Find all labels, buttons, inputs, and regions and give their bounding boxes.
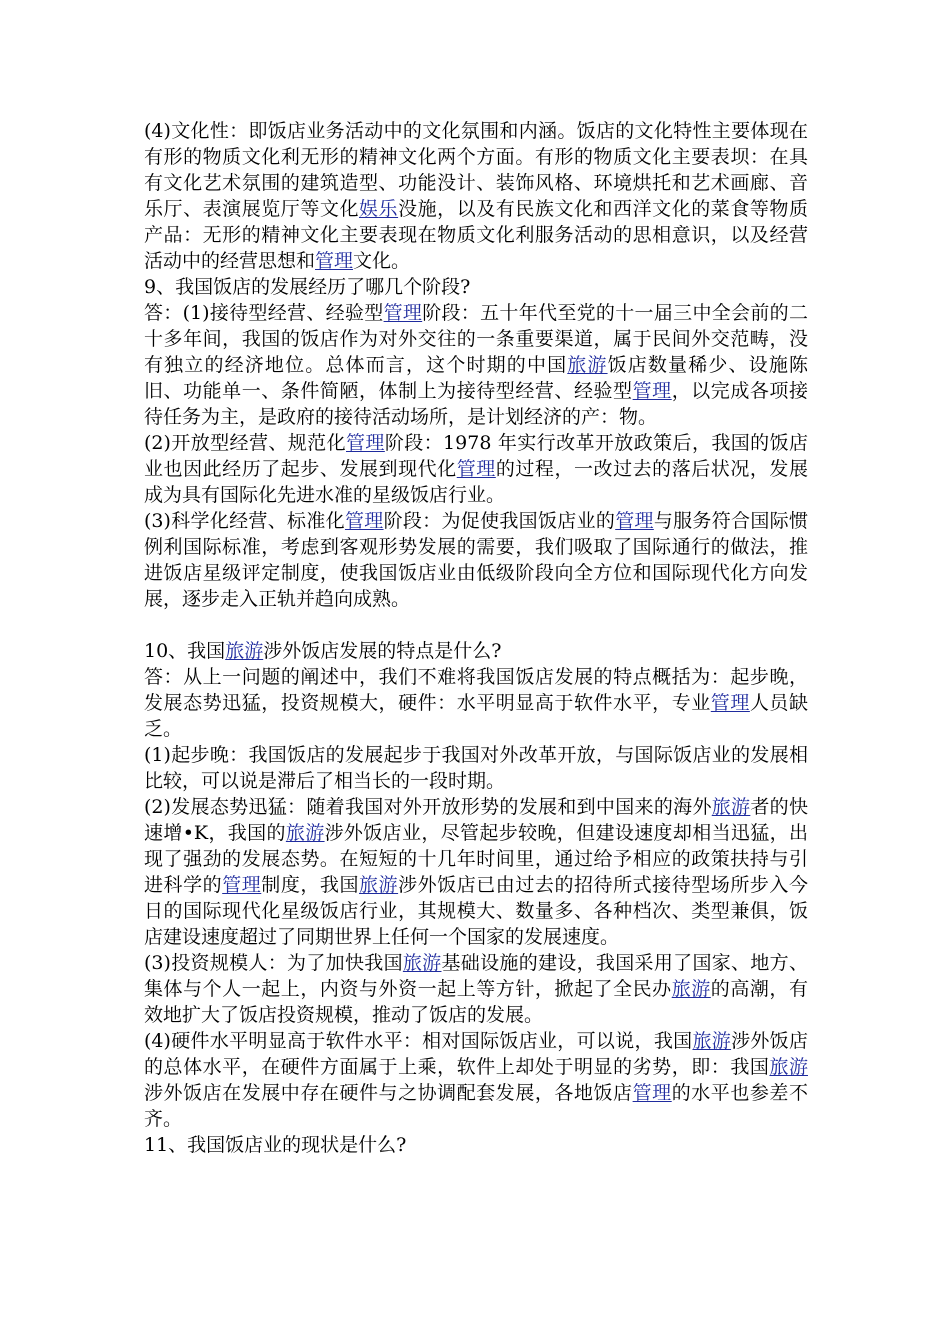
keyword-link[interactable]: 管理 — [222, 874, 262, 896]
keyword-link[interactable]: 旅游 — [402, 952, 442, 974]
text-run: 涉外饭店已由过去的招待所式接待型场所步入今日的国际现代化星级饭店行业，其规模大、数量多、各种档次、类型兼俱，饭店建设速度超过了同期世界上任何一个国家的发展速度。 — [144, 874, 808, 948]
keyword-link[interactable]: 旅游 — [225, 640, 264, 662]
text-run: 涉外饭店发展的特点是什么? — [263, 640, 502, 662]
text-run: 答：(1)接待型经营、经验型 — [144, 302, 384, 324]
text-run: 没施，以及有民族文化和西洋文化的菜食等物质产品：无形的精神文化主要表现在物质文化利服务活动的思相意识，以及经营活动中的经营思想和 — [144, 198, 808, 272]
keyword-link[interactable]: 旅游 — [671, 978, 711, 1000]
paragraph — [144, 118, 808, 274]
keyword-link[interactable]: 管理 — [710, 692, 750, 714]
text-run: 文化。 — [353, 250, 411, 272]
text-run: 的高潮，有效地扩大了饭店投资规模，推动了饭店的发展。 — [144, 978, 808, 1026]
document-page — [144, 118, 808, 1158]
text-run: 的水平也参差不齐。 — [144, 1082, 808, 1130]
text-run: 阶段：五十年代至党的十一届三中全会前的二十多年间，我国的饭店作为对外交往的一条重要渠道，属于民间外交范畴，没有独立的经济地位。总体而言，这个时期的中国 — [144, 302, 808, 376]
paragraph — [144, 638, 808, 664]
keyword-link[interactable]: 管理 — [456, 458, 496, 480]
keyword-link[interactable]: 管理 — [383, 302, 423, 324]
text-run: 阶段：1978 年实行改革开放政策后，我国的饭店业也因此经历了起步、发展到现代化 — [144, 432, 808, 480]
paragraph — [144, 508, 808, 612]
text-run: (2)开放型经营、规范化 — [144, 432, 346, 454]
paragraph — [144, 430, 808, 508]
text-run: 涉外饭店在发展中存在硬件与之协调配套发展，各地饭店 — [144, 1082, 633, 1104]
text-run: (2)发展态势迅猛：随着我国对外开放形势的发展和到中国来的海外 — [144, 796, 712, 818]
text-run: 制度，我国 — [261, 874, 359, 896]
text-run: (1)起步晚：我国饭店的发展起步于我国对外改革开放，与国际饭店业的发展相比较，可以说是滞后了相当长的一段时期。 — [144, 744, 808, 792]
text-run: 10、我国 — [144, 640, 226, 662]
paragraph — [144, 1028, 808, 1132]
text-run: 饭店数量稀少、设施陈旧、功能单一、条件简陋，体制上为接待型经营、经验型 — [144, 354, 808, 402]
paragraph — [144, 1132, 808, 1158]
text-run: 9、我国饭店的发展经历了哪几个阶段? — [144, 276, 471, 298]
paragraph — [144, 274, 808, 300]
text-run: 与服务符合国际惯例利国际标准，考虑到客观形势发展的需要，我们吸取了国际通行的做法，推进饭店星级评定制度，使我国饭店业由低级阶段向全方位和国际现代化方向发展，逐步走入正轨并趋向成熟。 — [144, 510, 808, 610]
keyword-link[interactable]: 管理 — [632, 380, 672, 402]
keyword-link[interactable]: 旅游 — [711, 796, 751, 818]
keyword-link[interactable]: 旅游 — [567, 354, 608, 376]
keyword-link[interactable]: 管理 — [632, 1082, 672, 1104]
text-run: (3)投资规模人：为了加快我国 — [144, 952, 403, 974]
text-run: 基础设施的建设，我国采用了国家、地方、集体与个人一起上，内资与外资一起上等方针，掀起了全民办 — [144, 952, 808, 1000]
keyword-link[interactable]: 娱乐 — [359, 198, 399, 220]
text-run: 者的快速增•K，我国的 — [144, 796, 808, 844]
keyword-link[interactable]: 旅游 — [285, 822, 325, 844]
text-run: 涉外饭店的总体水平，在硬件方面属于上乘，软件上却处于明显的劣势，即：我国 — [144, 1030, 808, 1078]
text-run: 阶段：为促使我国饭店业的 — [383, 510, 616, 532]
text-run: ，以完成各项接待任务为主，是政府的接待活动场所，是计划经济的产：物。 — [144, 380, 808, 428]
text-run: 人员缺乏。 — [144, 692, 808, 740]
paragraph — [144, 742, 808, 794]
keyword-link[interactable]: 管理 — [344, 510, 384, 532]
paragraph-spacer — [144, 612, 808, 638]
keyword-link[interactable]: 旅游 — [692, 1030, 732, 1052]
text-run: (4)硬件水平明显高于软件水平：相对国际饭店业，可以说，我国 — [144, 1030, 693, 1052]
paragraph — [144, 300, 808, 430]
keyword-link[interactable]: 管理 — [615, 510, 654, 532]
text-run: 答：从上一问题的阐述中，我们不难将我国饭店发展的特点概括为：起步晚，发展态势迅猛，投资规模大，硬件：水平明显高于软件水平，专业 — [144, 666, 808, 714]
keyword-link[interactable]: 管理 — [346, 432, 385, 454]
text-run: 的过程，一改过去的落后状况，发展成为具有国际化先进水准的星级饭店行业。 — [144, 458, 808, 506]
text-run: (4)文化性：即饭店业务活动中的文化氛围和内涵。饭店的文化特性主要体现在有形的物质文化利无形的精神文化两个方面。有形的物质文化主要表坝：在具有文化艺术氛围的建筑造型、功能没计、装饰风格、环境烘托和艺术画廊、音乐厅、表演展览厅等文化 — [144, 120, 808, 220]
paragraph — [144, 950, 808, 1028]
keyword-link[interactable]: 旅游 — [769, 1056, 808, 1078]
paragraph — [144, 794, 808, 950]
keyword-link[interactable]: 管理 — [315, 250, 354, 272]
paragraph — [144, 664, 808, 742]
text-run: 11、我国饭店业的现状是什么? — [144, 1134, 407, 1156]
text-run: (3)科学化经营、标准化 — [144, 510, 345, 532]
keyword-link[interactable]: 旅游 — [359, 874, 399, 896]
text-run: 涉外饭店业，尽管起步较晚，但建设速度却相当迅猛，出现了强劲的发展态势。在短短的十几年时间里，通过给予相应的政策扶持与引进科学的 — [144, 822, 808, 896]
